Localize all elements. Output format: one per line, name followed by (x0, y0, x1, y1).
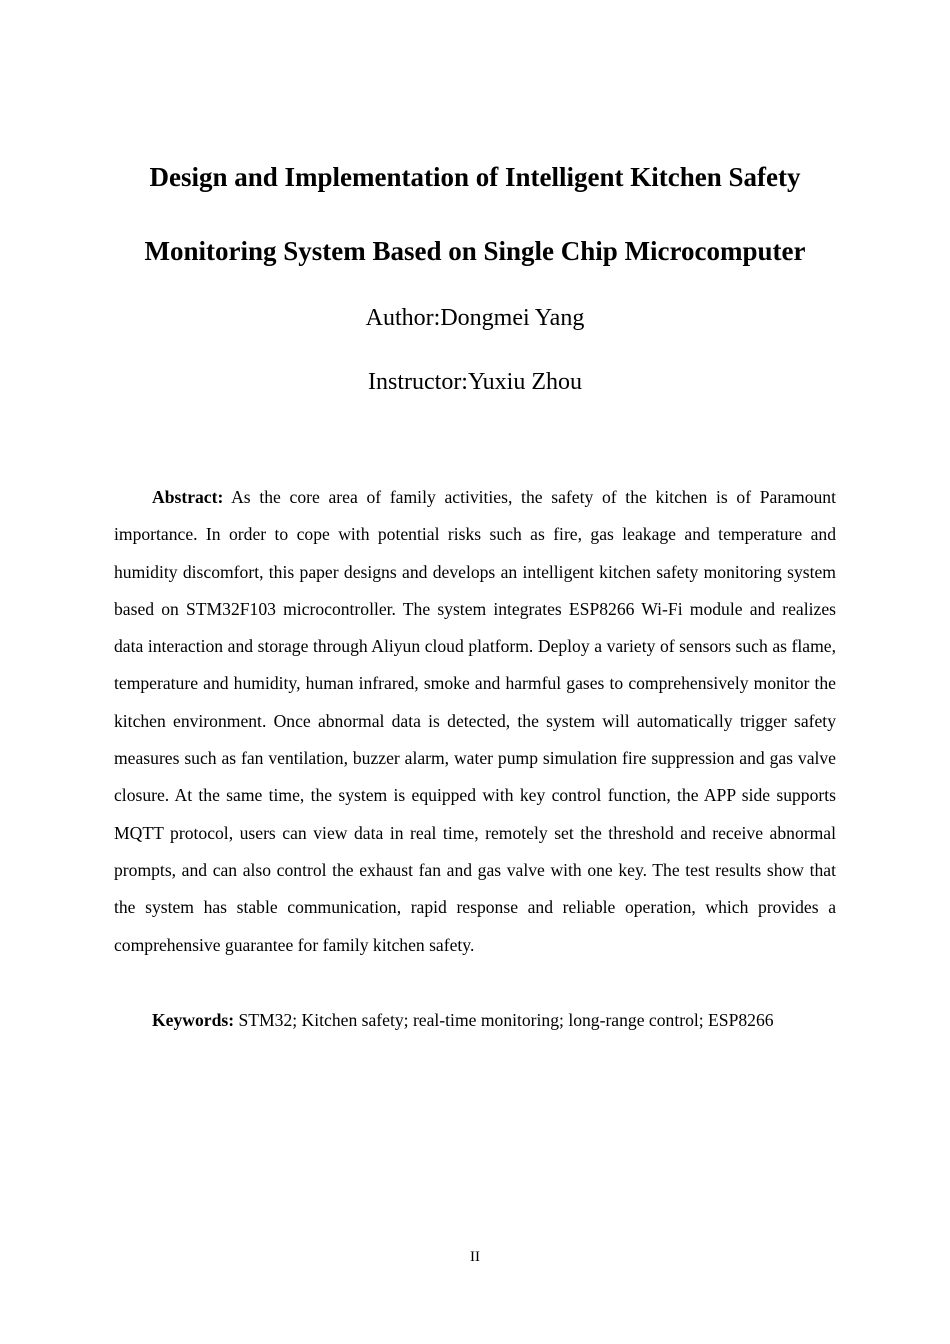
abstract-paragraph (114, 479, 836, 964)
title-line-2: Monitoring System Based on Single Chip Microcomputer (144, 236, 806, 266)
page-number: II (470, 1249, 480, 1265)
title-line-1: Design and Implementation of Intelligent Kitchen Safety (149, 162, 801, 192)
abstract-label: Abstract: (152, 487, 224, 507)
keywords-label: Keywords: (152, 1010, 235, 1030)
author-line: Author:Dongmei Yang (365, 305, 585, 331)
keywords-paragraph (114, 1003, 836, 1037)
keywords-text: STM32; Kitchen safety; real-time monitoring; long-range control; ESP8266 (238, 1010, 774, 1030)
abstract-text: As the core area of family activities, the safety of the kitchen is of Paramount importance. In order to cope with potential risks such as fire, gas leakage and temperature and humidity discomfort, this paper designs and develops an intelligent kitchen safety monitoring system based on STM32F103 microcontroller. The system integrates ESP8266 Wi-Fi module and realizes data interaction and storage through Aliyun cloud platform. Deploy a variety of sensors such as flame, temperature and humidity, human infrared, smoke and harmful gases to comprehensively monitor the kitchen environment. Once abnormal data is detected, the system will automatically trigger safety measures such as fan ventilation, buzzer alarm, water pump simulation fire suppression and gas valve closure. At the same time, the system is equipped with key control function, the APP side supports MQTT protocol, users can view data in real time, remotely set the threshold and receive abnormal prompts, and can also control the exhaust fan and gas valve with one key. The test results show that the system has stable communication, rapid response and reliable operation, which provides a comprehensive guarantee for family kitchen safety. (114, 487, 836, 955)
instructor-line: Instructor:Yuxiu Zhou (368, 369, 582, 395)
